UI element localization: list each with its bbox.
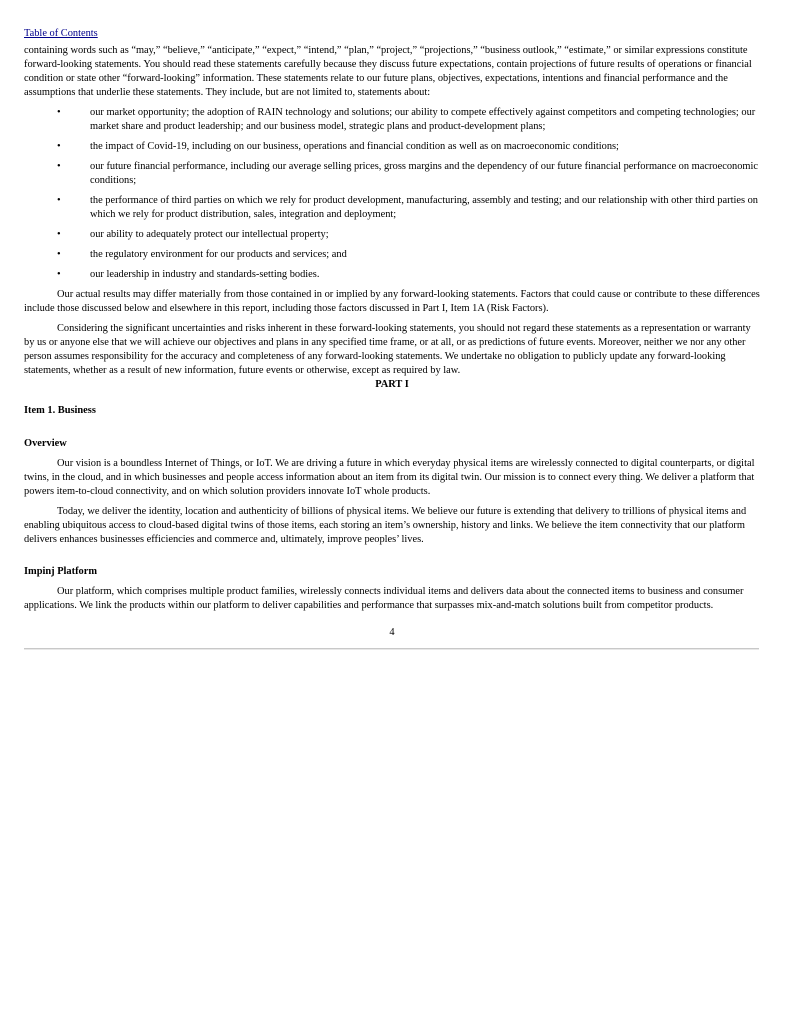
- document-page: [24, 27, 760, 650]
- list-item: [24, 106, 760, 134]
- list-item: [24, 194, 760, 222]
- bullet-marker: •: [57, 249, 61, 260]
- list-item: [24, 248, 760, 262]
- list-item: [24, 160, 760, 188]
- list-item: [24, 228, 760, 242]
- list-item-text: the performance of third parties on which we rely for product development, manufacturing, assembly and testing; and our relationship with other third parties on which we rely for product distribution, sales, integration and deployment;: [90, 195, 758, 220]
- bullet-marker: •: [57, 269, 61, 280]
- overview-paragraph-today: Today, we deliver the identity, location and authenticity of billions of physical items. We believe our future is extending that delivery to trillions of physical items and enabling ubiquitous access to cloud-based digital twins of those items, each storing an item’s ownership, history and links. We believe the item connectivity that our platform delivers enhances businesses efficiencies and commerce and, ultimately, improve peoples’ lives.: [24, 506, 747, 545]
- list-item-text: the regulatory environment for our products and services; and: [90, 249, 347, 260]
- intro-paragraph: containing words such as “may,” “believe,” “anticipate,” “expect,” “intend,” “plan,” “project,” “projections,” “business outlook,” “estimate,” or similar expressions constitute forward-looking statements. You should read these statements carefully because they discuss future expectations, contain projections of future results of operations or financial condition or state other “forward-looking” information. These statements relate to our future plans, objectives, expectations, intentions and financial performance and the assumptions that underlie these statements. They include, but are not limited to, statements about:: [24, 45, 752, 98]
- list-item-text: the impact of Covid-19, including on our business, operations and financial condition as well as on macroeconomic conditions;: [90, 141, 619, 152]
- list-item: [24, 140, 760, 154]
- platform-paragraph: Our platform, which comprises multiple product families, wirelessly connects individual items and delivers data about the connected items to business and consumer applications. We link the products within our platform to deliver capabilities and performance that surpasses mix-and-match solutions built from competitor products.: [24, 586, 744, 611]
- overview-heading: Overview: [24, 438, 67, 449]
- platform-heading: Impinj Platform: [24, 566, 98, 577]
- table-of-contents-link[interactable]: Table of Contents: [24, 28, 98, 39]
- list-item-text: our leadership in industry and standards-setting bodies.: [90, 269, 320, 280]
- section-spacer: [24, 553, 760, 565]
- forward-looking-list: [24, 106, 760, 282]
- uncertainty-paragraph: Considering the significant uncertainties and risks inherent in these forward-looking statements, you should not regard these statements as a representation or warranty by us or anyone else that we will achieve our objectives and plans in any specified time frame, or at all, or as predictions of future events. Moreover, neither we nor any other person assumes responsibility for the accuracy and completeness of any forward-looking statements. We undertake no obligation to publicly update any forward-looking statements, whether as a result of new information, future events or otherwise, except as required by law.: [24, 323, 751, 376]
- bullet-marker: •: [57, 107, 61, 118]
- page-divider: [24, 648, 759, 650]
- list-item-text: our ability to adequately protect our intellectual property;: [90, 229, 329, 240]
- results-paragraph: Our actual results may differ materially from those contained in or implied by any forward-looking statements. Factors that could cause or contribute to these differences include those discussed below and elsewhere in this report, including those factors discussed in Part I, Item 1A (Risk Factors).: [24, 289, 760, 314]
- bullet-marker: •: [57, 161, 61, 172]
- bullet-marker: •: [57, 195, 61, 206]
- bullet-marker: •: [57, 141, 61, 152]
- part-heading: PART I: [375, 379, 409, 390]
- list-item-text: our future financial performance, including our average selling prices, gross margins and the dependency of our future financial performance on macroeconomic conditions;: [90, 161, 759, 186]
- list-item-text: our market opportunity; the adoption of RAIN technology and solutions; our ability to compete effectively against competitors and competing technologies; our market share and product leadership; and our business model, strategic plans and product-development plans;: [90, 107, 756, 132]
- list-item: [24, 268, 760, 282]
- page-number: 4: [389, 627, 395, 638]
- item-heading: Item 1. Business: [24, 405, 96, 416]
- bullet-marker: •: [57, 229, 61, 240]
- overview-paragraph-vision: Our vision is a boundless Internet of Things, or IoT. We are driving a future in which everyday physical items are wirelessly connected to digital counterparts, or digital twins, in the cloud, and in which businesses and people access information about an item from its digital twin. Our mission is to connect every thing. We deliver a platform that powers item-to-cloud connectivity, and on which solution providers innovate IoT whole products.: [24, 458, 755, 497]
